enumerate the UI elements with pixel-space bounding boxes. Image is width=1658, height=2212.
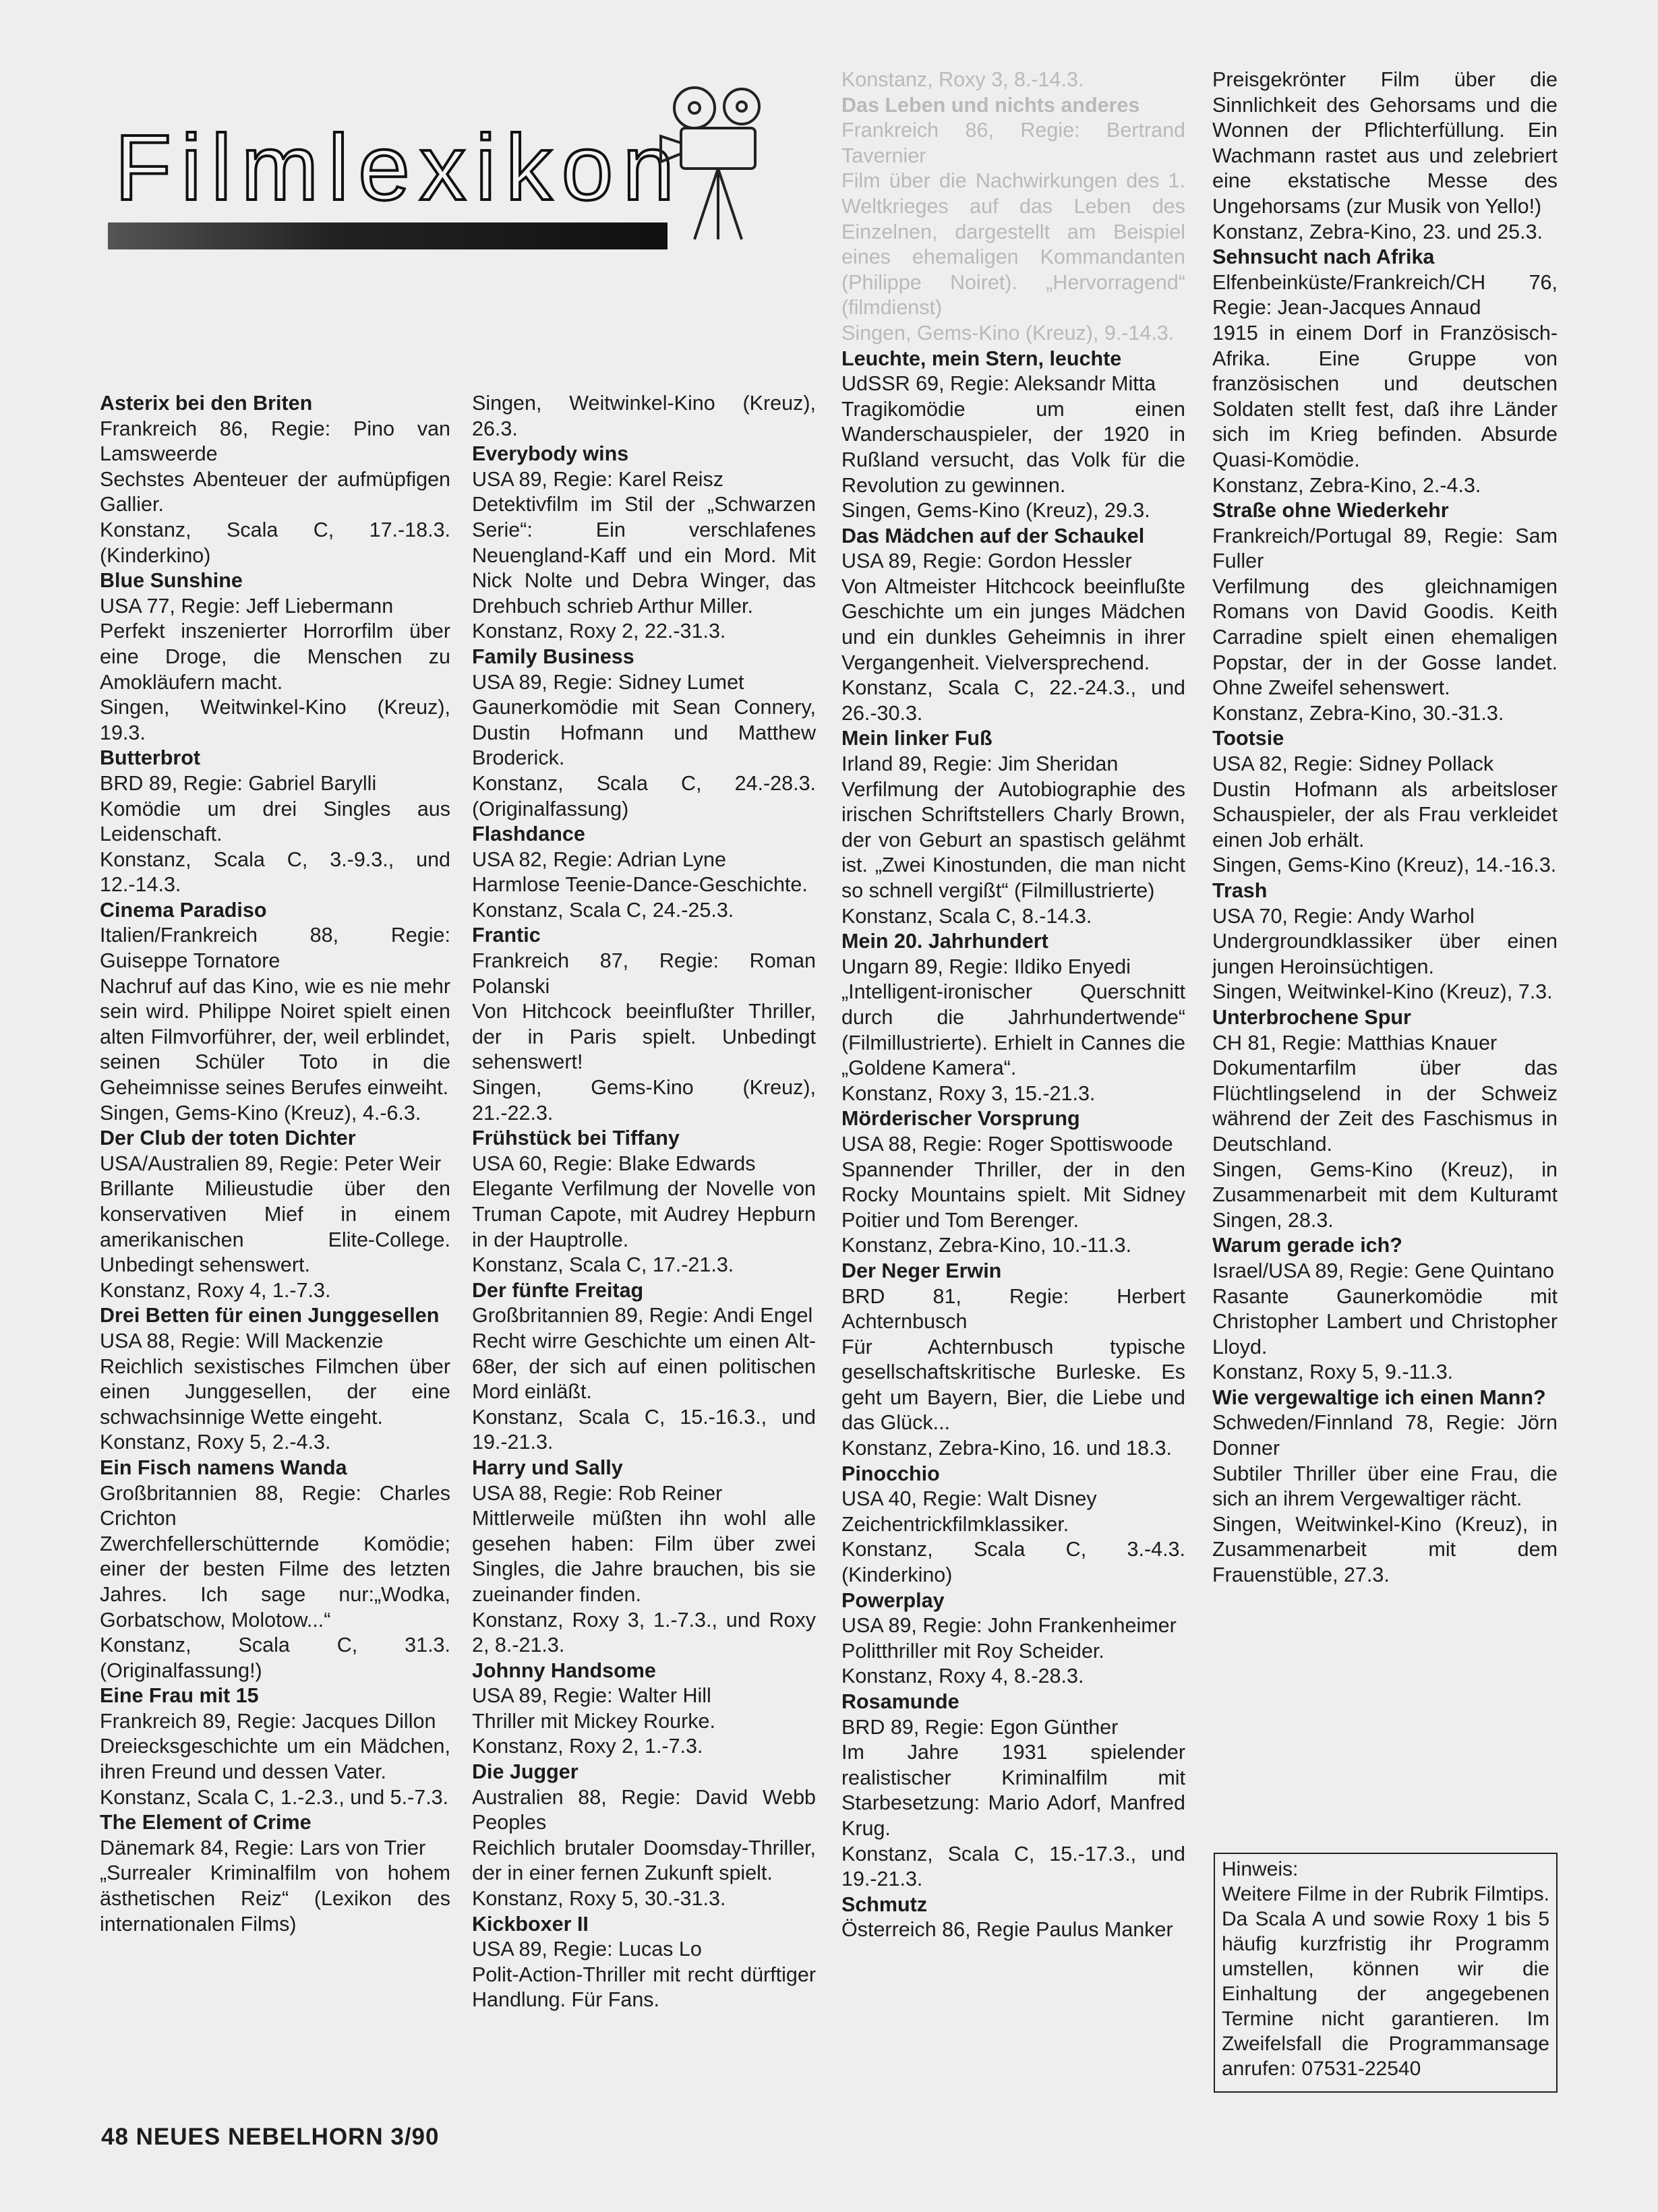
film-screening: Konstanz, Zebra-Kino, 10.-11.3. (841, 1234, 1132, 1257)
film-screening: Konstanz, Scala C, 8.-14.3. (841, 904, 1092, 928)
film-description: Dokumentarfilm über das Flüchtlingselend in der Schweiz während der Zeit des Faschismus in Deutschland. (1212, 1056, 1558, 1156)
film-entry (841, 1588, 1185, 1690)
film-entry-continued (1212, 67, 1558, 245)
film-entry (841, 524, 1185, 727)
film-screening: Konstanz, Zebra-Kino, 23. und 25.3. (1212, 220, 1543, 243)
film-screening: Singen, Gems-Kino (Kreuz), in Zusammenarbeit mit dem Kulturamt Singen, 28.3. (1212, 1158, 1558, 1232)
film-screening: Konstanz, Roxy 3, 1.-7.3., und Roxy 2, 8.-21.3. (472, 1608, 816, 1657)
column-2 (472, 391, 816, 2013)
film-screening: Konstanz, Roxy 3, 8.-14.3. (841, 68, 1084, 91)
film-entry (1212, 878, 1558, 1005)
film-info: Frankreich 89, Regie: Jacques Dillon (100, 1709, 436, 1733)
film-title: Frühstück bei Tiffany (472, 1127, 680, 1150)
film-entry (100, 568, 450, 746)
film-screening: Konstanz, Scala C, 15.-16.3., und 19.-21.3. (472, 1405, 816, 1454)
film-info: USA 89, Regie: Walter Hill (472, 1684, 711, 1708)
film-title: Mörderischer Vorsprung (841, 1107, 1080, 1131)
film-info: Dänemark 84, Regie: Lars von Trier (100, 1836, 426, 1859)
film-info: Österreich 86, Regie Paulus Manker (841, 1918, 1173, 1942)
film-description: Für Achternbusch typische gesellschaftskritische Burleske. Es geht um Bayern, Bier, die Liebe und das Glück... (841, 1335, 1185, 1435)
film-screening: Konstanz, Roxy 5, 9.-11.3. (1212, 1361, 1454, 1384)
film-entry (1212, 1385, 1558, 1588)
film-entry (841, 93, 1185, 347)
film-info: Frankreich 86, Regie: Pino van Lamsweerde (100, 417, 450, 466)
film-description: Komödie um drei Singles aus Leidenschaft. (100, 797, 450, 846)
film-entry (100, 1303, 450, 1456)
film-info: USA 89, Regie: Karel Reisz (472, 467, 723, 491)
film-entry (472, 822, 816, 923)
film-title: Powerplay (841, 1588, 945, 1612)
notice-label: Hinweis: (1222, 1858, 1299, 1880)
film-title: Pinocchio (841, 1462, 940, 1485)
film-description: 1915 in einem Dorf in Französisch-Afrika. Eine Gruppe von französischen und deutschen Soldaten stellt fest, daß ihre Länder sich im Krieg befinden. Absurde Quasi-Komödie. (1212, 321, 1558, 471)
film-screening: Konstanz, Roxy 4, 8.-28.3. (841, 1665, 1084, 1688)
film-entry (1212, 1005, 1558, 1233)
film-title: Kickboxer II (472, 1912, 589, 1936)
film-entry (472, 1126, 816, 1278)
film-description: Perfekt inszenierter Horrorfilm über eine Droge, die Menschen zu Amokläufern macht. (100, 620, 450, 694)
film-screening: Konstanz, Scala C, 3.-4.3. (Kinderkino) (841, 1538, 1185, 1587)
film-screening: Singen, Gems-Kino (Kreuz), 21.-22.3. (472, 1076, 816, 1125)
film-entry (1212, 726, 1558, 878)
film-info: USA 88, Regie: Rob Reiner (472, 1481, 723, 1505)
film-info: USA 89, Regie: Gordon Hessler (841, 549, 1132, 573)
film-title: Straße ohne Wiederkehr (1212, 499, 1449, 522)
film-entry (841, 1462, 1185, 1588)
film-description: Reichlich brutaler Doomsday-Thriller, der in einer fernen Zukunft spielt. (472, 1836, 816, 1885)
film-description: Spannender Thriller, der in den Rocky Mountains spielt. Mit Sidney Poitier und Tom Berenger. (841, 1158, 1185, 1232)
film-title: Flashdance (472, 823, 585, 846)
film-screening: Singen, Gems-Kino (Kreuz), 9.-14.3. (841, 321, 1175, 345)
film-entry (472, 923, 816, 1126)
film-title: Blue Sunshine (100, 569, 243, 593)
film-title: Sehnsucht nach Afrika (1212, 245, 1435, 269)
film-description: Mittlerweile müßten ihn wohl alle gesehen haben: Film über zwei Singles, die Jahre brauchen, bis sie zueinander finden. (472, 1507, 816, 1606)
film-title: Family Business (472, 645, 634, 668)
film-title: Der Neger Erwin (841, 1259, 1002, 1282)
film-description: Sechstes Abenteuer der aufmüpfigen Gallier. (100, 467, 450, 516)
film-title: Butterbrot (100, 746, 201, 770)
film-description: Reichlich sexistisches Filmchen über einen Junggesellen, der eine schwachsinnige Wette eingeht. (100, 1354, 450, 1429)
film-screening: Konstanz, Roxy 2, 22.-31.3. (472, 620, 726, 643)
film-description: Zwerchfellerschütternde Komödie; einer der besten Filme des letzten Jahres. Ich sage nur:„Wodka, Gorbatschow, Molotow...“ (100, 1532, 450, 1632)
film-description: Verfilmung der Autobiographie des irischen Schriftstellers Charly Brown, der von Geburt an spastisch gelähmt ist. „Zwei Kinostunden, die man nicht so schnell vergißt“ (Filmillustrierte) (841, 777, 1185, 902)
film-description: Elegante Verfilmung der Novelle von Truman Capote, mit Audrey Hepburn in der Hauptrolle. (472, 1177, 816, 1251)
film-entry-continued (841, 67, 1185, 93)
film-info: USA 89, Regie: John Frankenheimer (841, 1614, 1177, 1638)
film-title: Mein 20. Jahrhundert (841, 930, 1048, 953)
film-description: Von Altmeister Hitchcock beeinflußte Geschichte um ein junges Mädchen und ein dunkles Geheimnis in ihrer Vergangenheit. Vielversprechend. (841, 574, 1185, 674)
film-screening: Konstanz, Roxy 2, 1.-7.3. (472, 1735, 703, 1758)
film-title: Rosamunde (841, 1690, 959, 1713)
film-entry (100, 1683, 450, 1810)
film-info: BRD 89, Regie: Egon Günther (841, 1715, 1119, 1739)
film-title: Mein linker Fuß (841, 727, 993, 750)
film-entry (100, 1810, 450, 1937)
film-title: Schmutz (841, 1892, 928, 1916)
film-info: Israel/USA 89, Regie: Gene Quintano (1212, 1259, 1554, 1282)
film-title: Die Jugger (472, 1760, 579, 1784)
column-4 (1212, 67, 1558, 1588)
film-info: USA 82, Regie: Adrian Lyne (472, 847, 726, 871)
film-screening: Konstanz, Roxy 3, 15.-21.3. (841, 1081, 1096, 1105)
film-entry (841, 1690, 1185, 1892)
film-screening: Singen, Gems-Kino (Kreuz), 4.-6.3. (100, 1101, 421, 1125)
film-info: BRD 81, Regie: Herbert Achternbusch (841, 1284, 1185, 1334)
film-title: Trash (1212, 879, 1268, 902)
film-screening: Konstanz, Zebra-Kino, 16. und 18.3. (841, 1437, 1173, 1460)
film-screening: Konstanz, Scala C, 17.-21.3. (472, 1253, 734, 1277)
film-entry (841, 1259, 1185, 1462)
film-description: Thriller mit Mickey Rourke. (472, 1709, 715, 1733)
film-screening: Singen, Weitwinkel-Kino (Kreuz), 26.3. (472, 392, 816, 440)
film-entry (472, 442, 816, 645)
film-description: Von Hitchcock beeinflußter Thriller, der in Paris spielt. Unbedingt sehenswert! (472, 1000, 816, 1074)
film-info: Frankreich 86, Regie: Bertrand Tavernier (841, 119, 1185, 167)
film-title: Der Club der toten Dichter (100, 1127, 356, 1150)
film-entry (841, 1892, 1185, 1943)
film-screening: Konstanz, Roxy 5, 30.-31.3. (472, 1887, 726, 1911)
column-3 (841, 67, 1185, 1943)
film-info: USA 60, Regie: Blake Edwards (472, 1152, 756, 1175)
film-info: Irland 89, Regie: Jim Sheridan (841, 752, 1119, 776)
film-screening: Singen, Weitwinkel-Kino (Kreuz), 7.3. (1212, 980, 1553, 1004)
column-1 (100, 391, 450, 1937)
film-entry (472, 1456, 816, 1658)
film-info: USA 89, Regie: Lucas Lo (472, 1938, 702, 1961)
notice-text: Weitere Filme in der Rubrik Filmtips. Da Scala A und sowie Roxy 1 bis 5 häufig kurzfristig ihr Programm umstellen, können wir die Einhaltung der angegebenen Termine nicht garantieren. Im Zweifelsfall die Programmansage anrufen: 07531-22540 (1222, 1883, 1549, 2080)
film-title: Der fünfte Freitag (472, 1278, 644, 1302)
film-info: USA 40, Regie: Walt Disney (841, 1487, 1097, 1511)
film-screening: Konstanz, Scala C, 17.-18.3. (Kinderkino) (100, 518, 450, 567)
film-title: Warum gerade ich? (1212, 1234, 1402, 1257)
film-screening: Singen, Weitwinkel-Kino (Kreuz), 19.3. (100, 696, 450, 744)
film-title: Frantic (472, 924, 541, 947)
film-entry (841, 347, 1185, 524)
film-description: Preisgekrönter Film über die Sinnlichkeit des Gehorsams und die Wonnen der Pflichterfüllung. Ein Wachmann rastet aus und zelebriert eine ekstatische Messe des Ungehorsams (zur Musik von Yello!) (1212, 68, 1558, 218)
film-entry (1212, 1233, 1558, 1385)
film-info: Italien/Frankreich 88, Regie: Guiseppe Tornatore (100, 924, 450, 973)
film-title: Drei Betten für einen Junggesellen (100, 1304, 440, 1327)
film-title: Eine Frau mit 15 (100, 1684, 259, 1708)
film-entry (1212, 245, 1558, 498)
film-entry (100, 391, 450, 568)
title-bar (108, 222, 668, 249)
film-title: Tootsie (1212, 727, 1284, 750)
film-description: Brillante Milieustudie über den konservativen Mief in einem amerikanischen Elite-College. Unbedingt sehenswert. (100, 1177, 450, 1277)
film-description: Im Jahre 1931 spielender realistischer Kriminalfilm mit Starbesetzung: Mario Adorf, Manfred Krug. (841, 1741, 1185, 1840)
film-description: Detektivfilm im Stil der „Schwarzen Serie“: Ein verschlafenes Neuengland-Kaff und ein Mord. Mit Nick Nolte und Debra Winger, das Drehbuch schrieb Arthur Miller. (472, 493, 816, 618)
film-title: Wie vergewaltige ich einen Mann? (1212, 1385, 1546, 1409)
film-title: Das Mädchen auf der Schaukel (841, 524, 1145, 547)
film-screening: Konstanz, Scala C, 24.-28.3. (Originalfassung) (472, 771, 816, 820)
film-description: Rasante Gaunerkomödie mit Christopher Lambert und Christopher Lloyd. (1212, 1284, 1558, 1358)
film-info: Ungarn 89, Regie: Ildiko Enyedi (841, 955, 1131, 978)
film-screening: Singen, Gems-Kino (Kreuz), 14.-16.3. (1212, 854, 1557, 877)
film-entry (100, 746, 450, 898)
film-entry (472, 645, 816, 822)
film-screening: Konstanz, Roxy 4, 1.-7.3. (100, 1278, 331, 1302)
film-entry (100, 1456, 450, 1683)
film-screening: Singen, Gems-Kino (Kreuz), 29.3. (841, 499, 1150, 522)
film-description: Dustin Hofmann als arbeitsloser Schauspieler, der als Frau verkleidet einen Job erhält. (1212, 777, 1558, 851)
film-title: Cinema Paradiso (100, 898, 267, 922)
film-screening: Konstanz, Scala C, 1.-2.3., und 5.-7.3. (100, 1785, 449, 1809)
film-info: Australien 88, Regie: David Webb Peoples (472, 1785, 816, 1834)
film-screening: Singen, Weitwinkel-Kino (Kreuz), in Zusammenarbeit mit dem Frauenstüble, 27.3. (1212, 1512, 1558, 1587)
film-entry (841, 1106, 1185, 1259)
film-entry (841, 929, 1185, 1106)
film-title: Das Leben und nichts anderes (841, 93, 1140, 117)
film-title: Johnny Handsome (472, 1658, 656, 1682)
film-entry (472, 1912, 816, 2013)
page-footer: 48 NEUES NEBELHORN 3/90 (101, 2124, 440, 2150)
film-description: Politthriller mit Roy Scheider. (841, 1639, 1104, 1663)
film-description: Film über die Nachwirkungen des 1. Weltkrieges auf das Leben des Einzelnen, dargestellt am Beispiel eines ehemaligen Kommandanten (Philippe Noiret). „Hervorragend“ (filmdienst) (841, 169, 1185, 320)
film-description: „Surrealer Kriminalfilm von hohem ästhetischen Reiz“ (Lexikon des internationalen Films) (100, 1861, 450, 1936)
film-description: Dreiecksgeschichte um ein Mädchen, ihren Freund und dessen Vater. (100, 1735, 450, 1784)
film-entry-continued (472, 391, 816, 442)
film-description: Tragikomödie um einen Wanderschauspieler, der 1920 in Rußland versucht, das Volk für die Revolution zu gewinnen. (841, 397, 1185, 497)
film-title: Harry und Sally (472, 1456, 623, 1479)
film-description: Subtiler Thriller über eine Frau, die sich an ihrem Vergewaltiger rächt. (1212, 1462, 1558, 1511)
film-screening: Konstanz, Zebra-Kino, 30.-31.3. (1212, 701, 1504, 725)
film-description: Zeichentrickfilmklassiker. (841, 1512, 1069, 1536)
film-info: USA 77, Regie: Jeff Liebermann (100, 594, 394, 618)
film-screening: Konstanz, Scala C, 3.-9.3., und 12.-14.3. (100, 847, 450, 897)
page-title: Filmlexikon (115, 116, 684, 220)
film-info: USA 88, Regie: Will Mackenzie (100, 1329, 384, 1352)
film-description: Verfilmung des gleichnamigen Romans von David Goodis. Keith Carradine spielt einen ehemaligen Popstar, der in der Gosse landet. Ohne Zweifel sehenswert. (1212, 574, 1558, 700)
film-description: Gaunerkomödie mit Sean Connery, Dustin Hofmann und Matthew Broderick. (472, 696, 816, 770)
film-description: Recht wirre Geschichte um einen Alt-68er, der sich auf einen politischen Mord einläßt. (472, 1329, 816, 1404)
film-info: CH 81, Regie: Matthias Knauer (1212, 1031, 1498, 1054)
film-info: Frankreich 87, Regie: Roman Polanski (472, 949, 816, 998)
film-info: USA 88, Regie: Roger Spottiswoode (841, 1132, 1173, 1156)
film-screening: Konstanz, Scala C, 15.-17.3., und 19.-21.3. (841, 1842, 1185, 1891)
film-title: Asterix bei den Briten (100, 392, 313, 415)
film-screening: Konstanz, Scala C, 24.-25.3. (472, 898, 734, 922)
film-screening: Konstanz, Roxy 5, 2.-4.3. (100, 1431, 331, 1454)
film-info: Großbritannien 88, Regie: Charles Crichton (100, 1481, 450, 1530)
film-info: Elfenbeinküste/Frankreich/CH 76, Regie: Jean-Jacques Annaud (1212, 270, 1558, 320)
film-entry (100, 898, 450, 1126)
film-description: Polit-Action-Thriller mit recht dürftiger Handlung. Für Fans. (472, 1963, 816, 2012)
film-info: USA 82, Regie: Sidney Pollack (1212, 752, 1494, 776)
film-entry (841, 726, 1185, 929)
notice-box (1214, 1853, 1558, 2093)
film-title: The Element of Crime (100, 1811, 312, 1834)
film-camera-icon (654, 81, 789, 243)
film-entry (100, 1126, 450, 1303)
film-screening: Konstanz, Zebra-Kino, 2.-4.3. (1212, 473, 1481, 497)
film-info: USA 70, Regie: Andy Warhol (1212, 904, 1475, 928)
film-entry (472, 1760, 816, 1912)
film-entry (472, 1278, 816, 1456)
film-info: UdSSR 69, Regie: Aleksandr Mitta (841, 372, 1156, 396)
film-entry (472, 1658, 816, 1760)
film-info: BRD 89, Regie: Gabriel Barylli (100, 771, 377, 795)
film-description: Undergroundklassiker über einen jungen Heroinsüchtigen. (1212, 930, 1558, 978)
film-title: Leuchte, mein Stern, leuchte (841, 347, 1122, 370)
film-entry (1212, 498, 1558, 726)
film-info: Frankreich/Portugal 89, Regie: Sam Fuller (1212, 524, 1558, 573)
film-info: Großbritannien 89, Regie: Andi Engel (472, 1304, 813, 1327)
film-title: Everybody wins (472, 442, 629, 466)
film-screening: Konstanz, Scala C, 22.-24.3., und 26.-30.3. (841, 676, 1185, 725)
film-title: Unterbrochene Spur (1212, 1005, 1411, 1029)
film-description: Harmlose Teenie-Dance-Geschichte. (472, 873, 808, 897)
film-title: Ein Fisch namens Wanda (100, 1456, 347, 1479)
masthead (101, 81, 684, 256)
film-info: USA/Australien 89, Regie: Peter Weir (100, 1152, 442, 1175)
film-info: Schweden/Finnland 78, Regie: Jörn Donner (1212, 1411, 1558, 1460)
film-info: USA 89, Regie: Sidney Lumet (472, 670, 744, 694)
film-description: „Intelligent-ironischer Querschnitt durch die Jahrhundertwende“ (Filmillustrierte). Erhielt in Cannes die „Goldene Kamera“. (841, 980, 1185, 1080)
film-screening: Konstanz, Scala C, 31.3. (Originalfassung!) (100, 1634, 450, 1682)
film-description: Nachruf auf das Kino, wie es nie mehr sein wird. Philippe Noiret spielt einen alten Filmvorführer, der, weil erblindet, seinen Schüler Toto in die Geheimnisse seines Berufes einweiht. (100, 974, 450, 1100)
